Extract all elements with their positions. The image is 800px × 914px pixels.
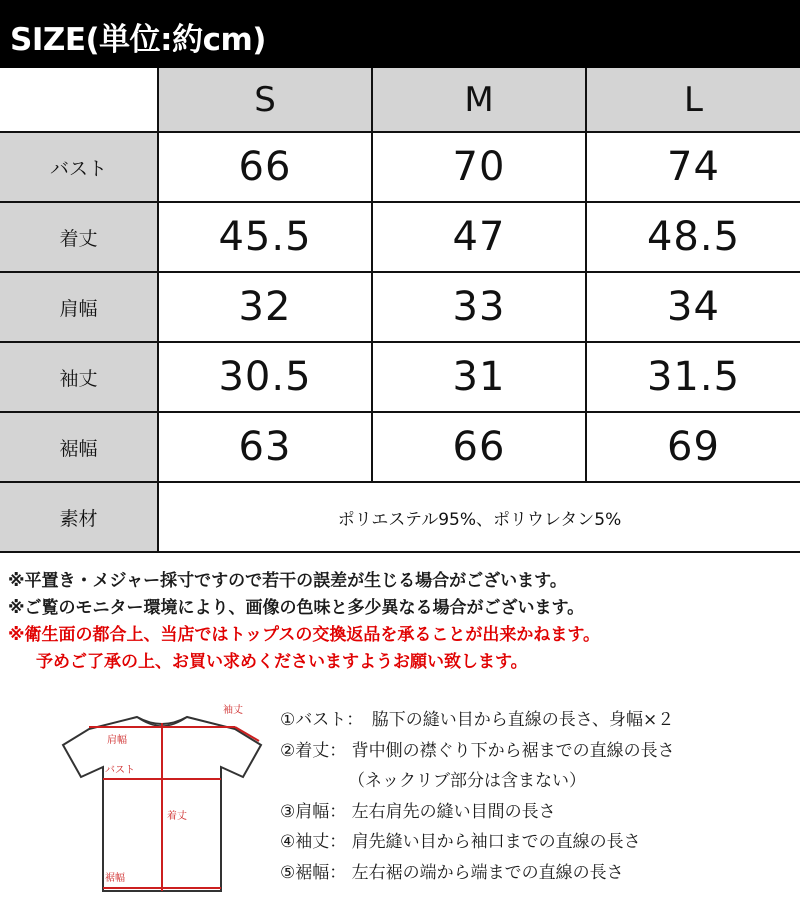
desc-shoulder: ③肩幅： 左右肩先の縫い目間の長さ <box>280 801 556 822</box>
note-acknowledge: 予めご了承の上、お買い求めくださいますようお願い致します。 <box>36 652 528 672</box>
table-row <box>0 342 800 412</box>
desc-length-note: （ネックリブ部分は含まない） <box>348 771 586 791</box>
row-label: バスト <box>0 132 158 202</box>
header-bar <box>0 0 800 68</box>
tshirt-diagram <box>55 695 270 905</box>
table-cell: 66 <box>158 132 372 202</box>
notes <box>8 568 798 676</box>
row-label: 裾幅 <box>0 412 158 482</box>
table-cell: 70 <box>372 132 586 202</box>
page-title: SIZE(単位:約cm) <box>10 22 266 58</box>
table-cell: 63 <box>158 412 372 482</box>
table-cell: 47 <box>372 202 586 272</box>
table-cell: 32 <box>158 272 372 342</box>
note-monitor: ※ご覧のモニター環境により、画像の色味と多少異なる場合がございます。 <box>8 598 585 618</box>
row-label: 着丈 <box>0 202 158 272</box>
table-cell: 31 <box>372 342 586 412</box>
shoulder-label: 肩幅 <box>107 735 127 746</box>
size-table <box>0 68 800 553</box>
table-row <box>0 272 800 342</box>
size-header-s: S <box>158 68 372 132</box>
size-header-m: M <box>372 68 586 132</box>
note-no-return: ※衛生面の都合上、当店ではトップスの交換返品を承ることが出来かねます。 <box>8 625 600 645</box>
material-value: ポリエステル95%、ポリウレタン5% <box>158 482 800 552</box>
desc-length: ②着丈： 背中側の襟ぐり下から裾までの直線の長さ <box>280 740 675 761</box>
row-label: 袖丈 <box>0 342 158 412</box>
row-label: 肩幅 <box>0 272 158 342</box>
table-cell: 31.5 <box>586 342 800 412</box>
material-row <box>0 482 800 552</box>
table-cell: 45.5 <box>158 202 372 272</box>
table-cell: 30.5 <box>158 342 372 412</box>
desc-sleeve: ④袖丈： 肩先縫い目から袖口までの直線の長さ <box>280 832 641 852</box>
table-cell: 33 <box>372 272 586 342</box>
table-cell: 66 <box>372 412 586 482</box>
desc-hem: ⑤裾幅： 左右裾の端から端までの直線の長さ <box>280 862 624 883</box>
size-header-row <box>0 68 800 132</box>
table-cell: 34 <box>586 272 800 342</box>
measurement-descriptions <box>280 705 795 888</box>
hem-label: 裾幅 <box>105 873 125 884</box>
table-row <box>0 132 800 202</box>
table-cell: 74 <box>586 132 800 202</box>
size-header-l: L <box>586 68 800 132</box>
table-row <box>0 202 800 272</box>
length-label: 着丈 <box>167 811 187 822</box>
table-cell: 69 <box>586 412 800 482</box>
desc-bust: ①バスト： 脇下の縫い目から直線の長さ、身幅×２ <box>280 710 675 730</box>
bust-label: バスト <box>105 765 135 776</box>
corner-cell <box>0 68 158 132</box>
material-label: 素材 <box>0 482 158 552</box>
note-measurement: ※平置き・メジャー採寸ですので若干の誤差が生じる場合がございます。 <box>8 571 567 591</box>
sleeve-label: 袖丈 <box>223 705 243 716</box>
table-row <box>0 412 800 482</box>
table-cell: 48.5 <box>586 202 800 272</box>
